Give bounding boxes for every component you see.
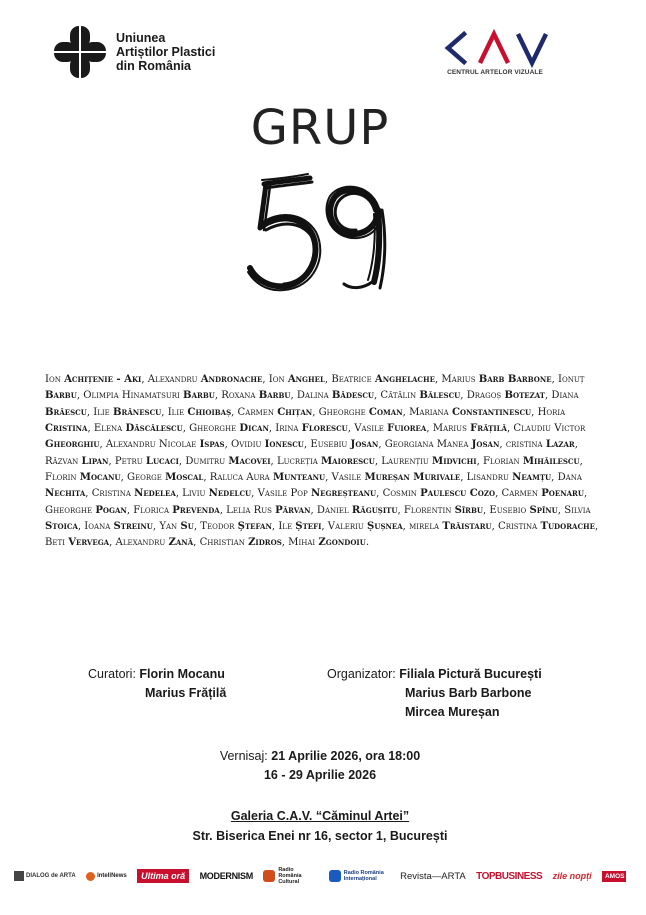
artist-last-name: Lucaci	[145, 455, 179, 467]
artist-name: Lelia Rus Pârvan,	[226, 504, 317, 516]
artist-first-name: Ovidiu	[231, 439, 262, 451]
hand-drawn-59-icon	[240, 170, 410, 300]
artist-first-name: Eusebio	[489, 504, 527, 516]
artist-last-name: Nedelcu	[208, 488, 252, 500]
artist-name: Cosmin Paulescu Cozo,	[382, 488, 502, 500]
artist-first-name: Beti	[45, 537, 65, 549]
artist-last-name: Barb Barbone	[478, 374, 552, 385]
artist-first-name: Gheorghe	[45, 504, 93, 516]
artist-last-name: Sîrbu	[454, 504, 483, 516]
artist-first-name: Roxana	[221, 390, 256, 402]
artist-first-name: Ionuț	[558, 374, 585, 385]
artist-last-name: Frățilă	[470, 423, 507, 435]
artist-last-name: Tudorache	[540, 521, 595, 533]
artist-last-name: Neamțu	[512, 472, 552, 484]
artist-last-name: Nechita	[45, 488, 86, 500]
artist-name: George Moscal,	[126, 472, 210, 484]
artist-first-name: mirela	[409, 521, 440, 533]
artist-name: Alexandru Andronache,	[147, 374, 269, 385]
artist-name: Carmen Chițan,	[237, 406, 319, 418]
artist-name: Gheorghe Dican,	[189, 423, 276, 435]
artist-first-name: Cătălin	[380, 390, 417, 402]
uap-name-line-1: Uniunea	[116, 31, 166, 45]
artist-first-name: Georgiana Manea	[384, 439, 469, 451]
artist-first-name: Ioana	[84, 521, 111, 533]
artist-last-name: Su	[180, 521, 194, 533]
artist-last-name: Poenaru	[541, 488, 584, 500]
artist-first-name: Alexandru Nicolae	[105, 439, 197, 451]
artist-name: Cătălin Bălescu,	[380, 390, 467, 402]
artist-name: Ilie Brănescu,	[93, 406, 168, 418]
artist-first-name: Mihai	[288, 537, 316, 549]
artist-last-name: Chițan	[277, 406, 313, 418]
artist-last-name: Gheorghiu	[45, 439, 100, 451]
radio-romania-international-logo-icon: Radio România Internațional	[329, 870, 390, 882]
artist-name: Diana Brăescu,	[45, 390, 579, 418]
amos-news-logo-icon: AMOS NEWS	[602, 871, 626, 882]
artist-first-name: Ile	[278, 521, 293, 533]
artist-last-name: Zgondoiu	[318, 537, 366, 549]
artist-name: Lucreția Maiorescu,	[276, 455, 382, 467]
artist-last-name: Anghelache	[374, 374, 435, 385]
artist-last-name: Mihăilescu	[522, 455, 580, 467]
artist-name: Olimpia Hinamatsuri Barbu,	[83, 390, 222, 402]
venue-block	[0, 806, 640, 846]
artist-last-name: Pârvan	[275, 504, 311, 516]
artist-last-name: Midvichi	[432, 455, 477, 467]
artist-name: Lisandru Neamțu,	[466, 472, 558, 484]
artist-name: Alexandru Zană,	[115, 537, 200, 549]
modernism-logo-icon: MODERNISM	[199, 871, 253, 881]
curators-label: Curatori:	[88, 667, 136, 681]
artist-first-name: Ilie	[167, 406, 185, 418]
artist-last-name: Maiorescu	[321, 455, 375, 467]
artist-name: Laurențiu Midvichi,	[381, 455, 483, 467]
artist-name: Silvia Stoica,	[45, 504, 591, 533]
artist-first-name: Elena	[93, 423, 123, 435]
artist-name: Teodor Ștefan,	[200, 521, 279, 533]
sponsor-strip	[14, 860, 646, 892]
artist-name: Yan Su,	[159, 521, 201, 533]
artist-first-name: Eusebiu	[310, 439, 348, 451]
venue-address: Str. Biserica Enei nr 16, sector 1, București	[192, 829, 448, 843]
artist-name: Roxana Barbu,	[221, 390, 297, 402]
artist-last-name: Brănescu	[113, 406, 162, 418]
artist-last-name: Cristina	[45, 423, 88, 435]
artist-name: Dragoș Botezat,	[466, 390, 552, 402]
artist-first-name: Ilie	[93, 406, 110, 418]
artist-name: Ioana Streinu,	[84, 521, 160, 533]
artist-last-name: Pogan	[95, 504, 127, 516]
artist-last-name: Zidros	[248, 537, 282, 549]
artist-last-name: Spînu	[529, 504, 558, 516]
uap-logo	[52, 24, 215, 80]
artist-name: Ionuț Barbu,	[45, 374, 585, 402]
artist-name: Valeriu Șușnea,	[327, 521, 410, 533]
artist-last-name: Brăescu	[45, 406, 87, 418]
revista-arta-logo-icon: Revista—ARTA	[400, 870, 466, 882]
artist-name: Horia Cristina,	[45, 406, 566, 435]
artist-name: Liviu Nedelcu,	[182, 488, 258, 500]
artist-name: Florin Mocanu,	[45, 472, 127, 484]
cav-subtitle: CENTRUL ARTELOR VIZUALE	[447, 69, 543, 76]
artist-first-name: Dragoș	[466, 390, 502, 402]
artist-first-name: cristina	[505, 439, 543, 451]
artist-name: Ile Ștefi,	[278, 521, 328, 533]
artist-last-name: Coman	[368, 406, 403, 418]
artist-last-name: Barbu	[258, 390, 291, 402]
artist-name: Beti Vervega,	[45, 537, 116, 549]
artist-last-name: Paulescu Cozo	[420, 488, 496, 500]
organizers-label: Organizator:	[327, 667, 396, 681]
artist-last-name: Constantinescu	[451, 406, 532, 418]
artist-list	[45, 372, 605, 552]
artist-last-name: Josan	[471, 439, 500, 451]
artist-name: Vasile Fuiorea,	[354, 423, 433, 435]
cav-mark-icon	[442, 30, 548, 66]
artist-first-name: Dana	[557, 472, 582, 484]
topbusiness-logo-icon: TOPBUSINESS	[476, 870, 543, 882]
artist-name: Christian Zidros,	[199, 537, 289, 549]
artist-name: Gheorghe Coman,	[318, 406, 410, 418]
artist-last-name: Ispas	[199, 439, 225, 451]
artist-name: Dana Nechita,	[45, 472, 582, 500]
artist-name: Răzvan Lipan,	[45, 455, 115, 467]
artist-first-name: Cristina	[91, 488, 131, 500]
artist-name: Marius Barb Barbone,	[441, 374, 559, 385]
artist-first-name: Alexandru	[115, 537, 166, 549]
artist-name: mirela Trăistaru,	[409, 521, 499, 533]
artist-last-name: Negreșteanu	[310, 488, 377, 500]
artist-last-name: Dăscălescu	[125, 423, 183, 435]
artist-last-name: Bădescu	[331, 390, 374, 402]
artist-first-name: Vasile	[331, 472, 362, 484]
artist-first-name: Gheorghe	[189, 423, 237, 435]
artist-last-name: Botezat	[504, 390, 545, 402]
artist-last-name: Stoica	[45, 521, 78, 533]
artist-first-name: Claudiu Victor	[513, 423, 586, 435]
artist-first-name: Cristina	[498, 521, 538, 533]
artist-first-name: Beatrice	[331, 374, 372, 385]
artist-first-name: Marius	[432, 423, 467, 435]
dialog-arta-logo-icon: DIALOG de ARTA	[14, 871, 76, 881]
artist-first-name: Carmen	[501, 488, 538, 500]
artist-first-name: Horia	[537, 406, 566, 418]
artist-name: Cristina Tudorache,	[498, 521, 599, 533]
artist-first-name: Dalina	[296, 390, 329, 402]
artist-first-name: Raluca Aura	[209, 472, 270, 484]
artist-name: Petru Lucaci,	[114, 455, 186, 467]
artist-name: Cristina Nedelea,	[91, 488, 183, 500]
artist-last-name: Șușnea	[367, 521, 403, 533]
artist-last-name: Macovei	[228, 455, 271, 467]
artist-first-name: Yan	[159, 521, 178, 533]
artist-last-name: Prevenda	[172, 504, 220, 516]
artist-first-name: Teodor	[200, 521, 235, 533]
artist-first-name: Irina	[275, 423, 299, 435]
artist-last-name: Munteanu	[272, 472, 326, 484]
artist-first-name: Florentin	[403, 504, 452, 516]
artist-name: Carmen Poenaru,	[501, 488, 588, 500]
artist-name: Florica Prevenda,	[133, 504, 227, 516]
opening-date: 21 Aprilie 2026, ora 18:00	[271, 749, 421, 763]
artist-last-name: Nedelea	[134, 488, 176, 500]
artist-first-name: Diana	[551, 390, 579, 402]
artist-last-name: Ștefi	[295, 521, 322, 533]
artist-last-name: Răgușitu	[351, 504, 398, 516]
artist-name: Mariana Constantinescu,	[409, 406, 538, 418]
zile-nopti-logo-icon: zile nopți	[552, 871, 592, 881]
clover-logo-icon	[52, 24, 108, 80]
artist-name: Ion Anghel,	[268, 374, 332, 385]
artist-last-name: Ștefan	[237, 521, 272, 533]
organizer-name: Mircea Mureșan	[405, 705, 500, 719]
artist-first-name: Christian	[199, 537, 245, 549]
artist-name: Marius Frățilă,	[432, 423, 514, 435]
cav-logo	[440, 30, 550, 76]
artist-name: Daniel Răgușitu,	[316, 504, 404, 516]
artist-first-name: Florian	[483, 455, 520, 467]
artist-first-name: Gheorghe	[318, 406, 366, 418]
organizers-block	[327, 665, 542, 722]
artist-first-name: Ion	[45, 374, 61, 385]
artist-first-name: Dumitru	[185, 455, 226, 467]
artist-first-name: Vasile	[354, 423, 384, 435]
organizer-name: Filiala Pictură București	[399, 667, 542, 681]
artist-name: Dalina Bădescu,	[296, 390, 381, 402]
artist-name: Eusebio Spînu,	[489, 504, 565, 516]
uap-name-line-2: Artiștilor Plastici	[116, 45, 216, 59]
artist-last-name: Mocanu	[79, 472, 121, 484]
artist-last-name: Andronache	[200, 374, 263, 385]
artist-first-name: Alexandru	[147, 374, 198, 385]
artist-first-name: Mariana	[409, 406, 449, 418]
artist-last-name: Barbu	[45, 390, 77, 402]
artist-last-name: Achițenie - Aki	[64, 374, 142, 385]
ultima-ora-logo-icon: Ultima oră	[137, 869, 189, 883]
artist-first-name: Liviu	[182, 488, 206, 500]
artist-last-name: Lipan	[81, 455, 109, 467]
artist-last-name: Barbu	[183, 390, 215, 402]
artist-last-name: Vervega	[68, 537, 110, 549]
organizer-name: Marius Barb Barbone	[405, 686, 532, 700]
artist-name: Alexandru Nicolae Ispas,	[105, 439, 232, 451]
artist-first-name: Lisandru	[466, 472, 509, 484]
artist-name: Irina Florescu,	[275, 423, 355, 435]
artist-first-name: Petru	[114, 455, 143, 467]
curator-name: Marius Frățilă	[145, 686, 227, 700]
artist-first-name: Cosmin	[382, 488, 417, 500]
artist-name: Beatrice Anghelache,	[331, 374, 442, 385]
artist-last-name: Mureșan Murivale	[364, 472, 461, 484]
artist-name: Mihai Zgondoiu.	[288, 537, 370, 549]
artist-name: Gheorghe Pogan,	[45, 504, 134, 516]
artist-first-name: George	[126, 472, 162, 484]
artist-first-name: Vasile Pop	[257, 488, 308, 500]
intellnews-logo-icon: IntellNews	[86, 872, 127, 881]
artist-first-name: Marius	[441, 374, 476, 385]
artist-name: Raluca Aura Munteanu,	[209, 472, 332, 484]
artist-name: Vasile Mureșan Murivale,	[331, 472, 467, 484]
dates-block	[0, 747, 640, 785]
artist-name: Dumitru Macovei,	[185, 455, 277, 467]
artist-last-name: Bălescu	[419, 390, 461, 402]
artist-name: Florentin Sîrbu,	[403, 504, 490, 516]
artist-first-name: Carmen	[237, 406, 274, 418]
artist-last-name: Ionescu	[264, 439, 304, 451]
artist-name: Claudiu Victor Gheorghiu,	[45, 423, 586, 451]
artist-first-name: Răzvan	[45, 455, 79, 467]
exhibition-title: GRUP	[250, 100, 390, 156]
artist-name: cristina Lazar,	[505, 439, 578, 451]
curator-name: Florin Mocanu	[139, 667, 225, 681]
artist-name: Eusebiu Josan,	[310, 439, 385, 451]
artist-first-name: Silvia	[564, 504, 591, 516]
artist-last-name: Zană	[168, 537, 194, 549]
artist-last-name: Fuiorea	[387, 423, 427, 435]
artist-name: Ion Achițenie - Aki,	[45, 374, 148, 385]
artist-first-name: Olimpia Hinamatsuri	[83, 390, 180, 402]
artist-name: Georgiana Manea Josan,	[384, 439, 506, 451]
artist-first-name: Florin	[45, 472, 77, 484]
artist-first-name: Valeriu	[327, 521, 364, 533]
vernisaj-label: Vernisaj:	[219, 749, 268, 763]
artist-first-name: Lelia Rus	[226, 504, 272, 516]
artist-last-name: Anghel	[287, 374, 325, 385]
artist-first-name: Daniel	[316, 504, 349, 516]
artist-last-name: Dican	[239, 423, 269, 435]
uap-name-line-3: din România	[116, 59, 192, 73]
radio-romania-cultural-logo-icon: Radio România Cultural	[263, 867, 318, 885]
artist-name: Ovidiu Ionescu,	[231, 439, 311, 451]
artist-last-name: Chioibaș	[187, 406, 232, 418]
venue-name: Galeria C.A.V. “Căminul Artei”	[230, 809, 410, 823]
artist-name: Ilie Chioibaș,	[167, 406, 238, 418]
artist-last-name: Josan	[350, 439, 379, 451]
artist-last-name: Lazar	[545, 439, 575, 451]
artist-name: Florian Mihăilescu,	[483, 455, 583, 467]
artist-last-name: Florescu	[301, 423, 348, 435]
artist-first-name: Lucreția	[276, 455, 318, 467]
curators-block	[88, 665, 226, 703]
artist-first-name: Florica	[133, 504, 170, 516]
exhibition-period: 16 - 29 Aprilie 2026	[263, 768, 377, 782]
artist-last-name: Streinu	[113, 521, 153, 533]
artist-name: Elena Dăscălescu,	[93, 423, 190, 435]
artist-last-name: Moscal	[165, 472, 204, 484]
artist-first-name: Ion	[268, 374, 285, 385]
artist-last-name: Trăistaru	[442, 521, 492, 533]
artist-first-name: Laurențiu	[381, 455, 429, 467]
artist-name: Vasile Pop Negreșteanu,	[257, 488, 383, 500]
